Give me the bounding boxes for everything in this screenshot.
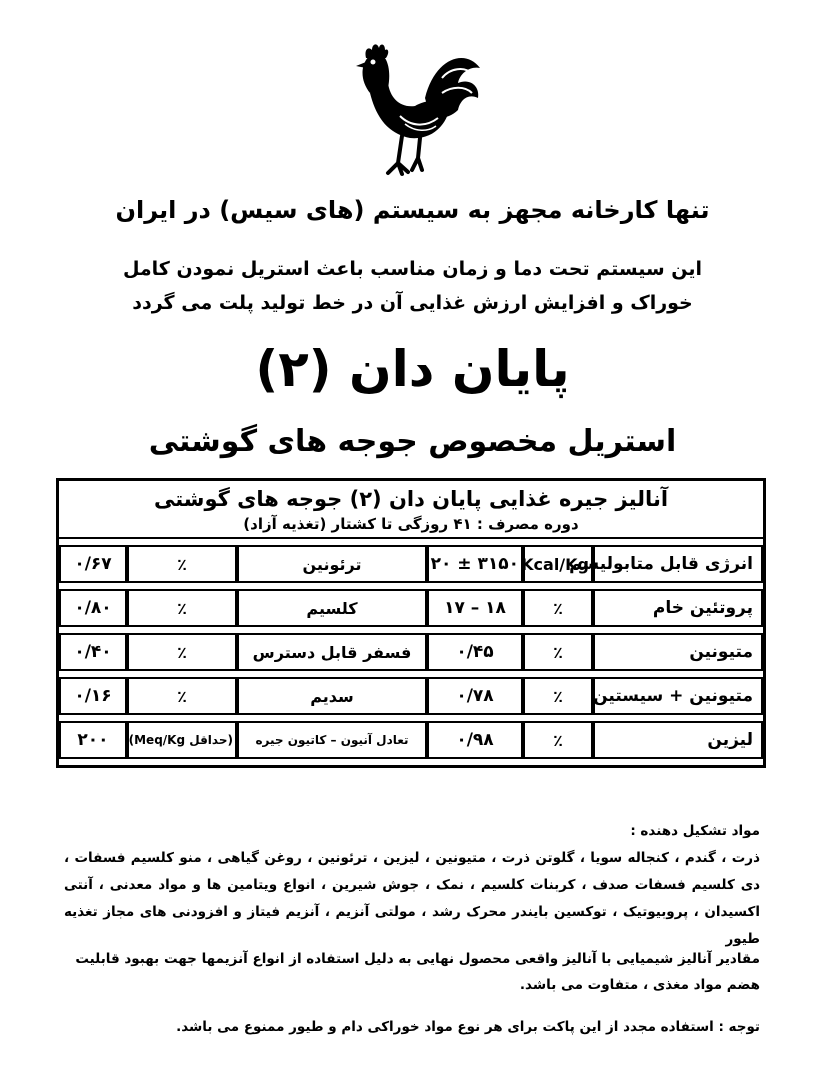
nutrient-name: لیزین [593,721,763,759]
nutrient-name: پروتئین خام [593,589,763,627]
table-row [59,545,763,583]
nutrient-unit: ٪ [127,633,237,671]
analysis-period: دوره مصرف : ۴۱ روزگی تا کشتار (تغذیه آزاد) [243,515,579,533]
nutrient-value: ۰/۷۸ [427,677,523,715]
rooster-icon [330,38,490,188]
product-subtitle: استریل مخصوص جوجه های گوشتی [148,424,677,459]
nutrient-unit: ٪ [523,633,593,671]
nutrient-value: ۳۱۵۰ ± ۲۰ [427,545,523,583]
analysis-table [59,539,763,765]
analysis-box [56,478,766,768]
nutrient-unit: ٪ [127,545,237,583]
nutrient-unit: Kcal/Kg [523,545,593,583]
analysis-note: مقادیر آنالیز شیمیایی با آنالیز واقعی محصول نهایی به دلیل استفاده از انواع آنزیمها جهت بهبود قابلیت هضم مواد مغذی ، متفاوت می باشد. [75,951,760,993]
nutrient-name: کلسیم [237,589,427,627]
table-row [59,721,763,759]
tagline: تنها کارخانه مجهز به سیستم (های سیس) در ایران [115,196,710,224]
nutrient-name: سدیم [237,677,427,715]
ingredients-section [64,818,760,953]
nutrient-unit: ٪ [127,589,237,627]
warning-note: توجه : استفاده مجدد از این پاکت برای هر نوع مواد خوراکی دام و طیور ممنوع می باشد. [176,1019,760,1035]
nutrient-value: ۰/۴۰ [59,633,127,671]
analysis-title: آنالیز جیره غذایی پایان دان (۲) جوجه های گوشتی [153,487,669,511]
nutrient-unit: ٪ [127,677,237,715]
nutrient-name: متیونین + سیستین [593,677,763,715]
nutrient-value: ۰/۴۵ [427,633,523,671]
nutrient-unit: ٪ [523,677,593,715]
ingredients-heading: مواد تشکیل دهنده : [630,823,760,839]
nutrient-value: ۰/۱۶ [59,677,127,715]
nutrient-name: فسفر قابل دسترس [237,633,427,671]
nutrient-value: ۰/۶۷ [59,545,127,583]
nutrient-name: انرژی قابل متابولیسم [593,545,763,583]
nutrient-name: تعادل آنیون – کاتیون جیره [237,721,427,759]
nutrient-unit: ٪ [523,721,593,759]
nutrient-value: ۰/۸۰ [59,589,127,627]
table-row [59,589,763,627]
ingredients-text: ذرت ، گندم ، کنجاله سویا ، گلوتن ذرت ، متیونین ، لیزین ، ترئونین ، روغن گیاهی ، منو کلسیم فسفات ، دی کلسیم فسفات صدف ، کربنات کلسیم ، نمک ، جوش شیرین ، انواع ویتامین ها و مواد معدنی ، آنتی اکسیدان ، پروبیوتیک ، توکسین بایندر محرک رشد ، مولتی آنزیم ، آنزیم فیتاز و افزودنی های مجاز تغذیه طیور [64,850,760,947]
description-line-1: این سیستم تحت دما و زمان مناسب باعث استریل نمودن کامل [122,258,703,280]
product-name: پایان دان (۲) [255,340,570,398]
nutrient-unit: (حداقل Meq/Kg) [127,721,237,759]
nutrient-value: ۰/۹۸ [427,721,523,759]
nutrient-name: ترئونین [237,545,427,583]
nutrient-name: متیونین [593,633,763,671]
nutrient-value: ۲۰۰ [59,721,127,759]
table-row [59,677,763,715]
nutrient-value: ۱۸ – ۱۷ [427,589,523,627]
analysis-header [59,481,763,539]
description-line-2: خوراک و افزایش ارزش غذایی آن در خط تولید پلت می گردد [132,292,693,314]
table-row [59,633,763,671]
nutrient-unit: ٪ [523,589,593,627]
